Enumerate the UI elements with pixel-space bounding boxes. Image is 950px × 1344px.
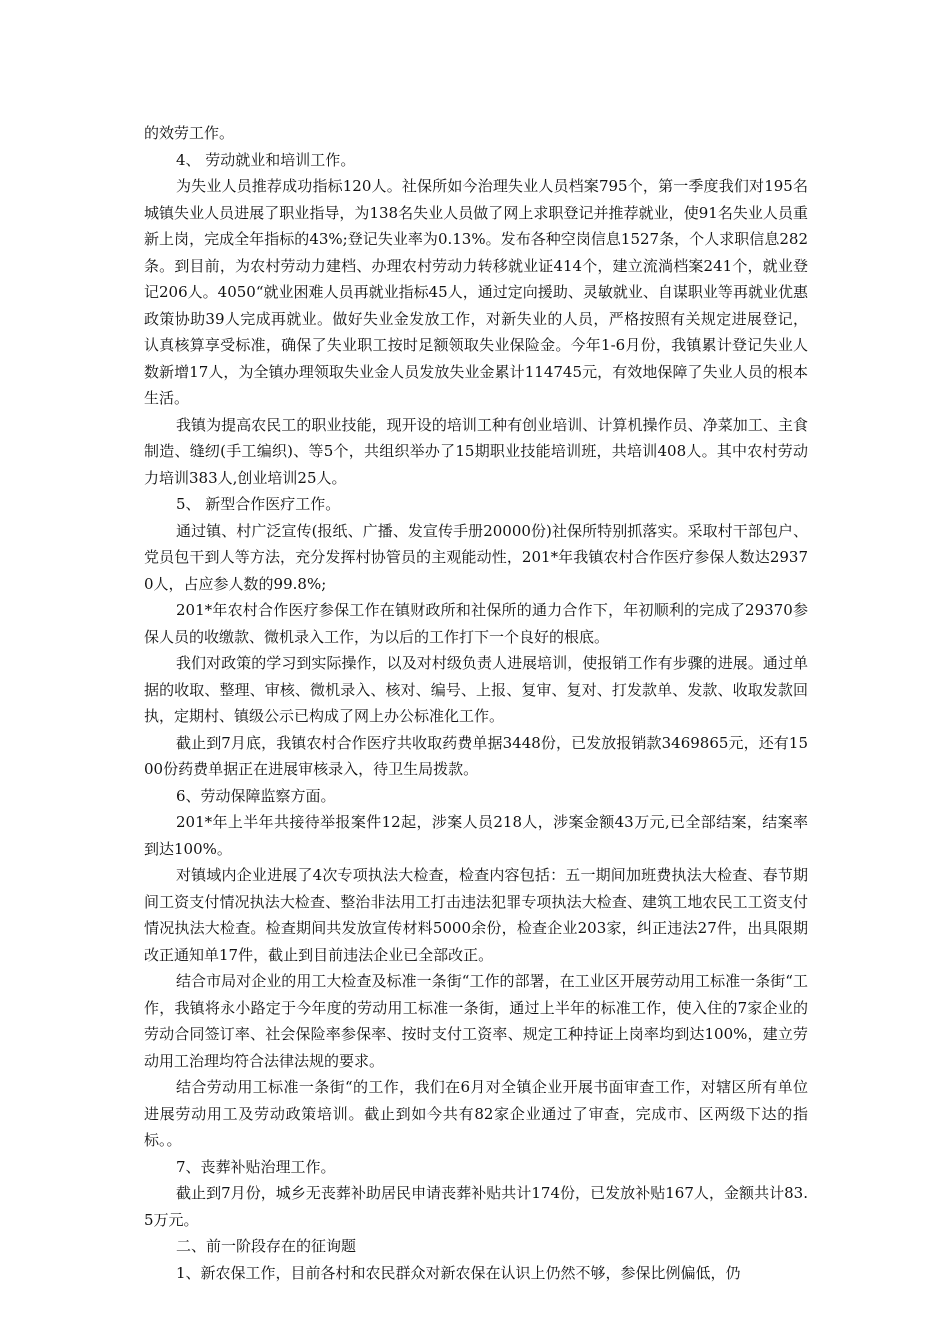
section-heading: 7、丧葬补贴治理工作。 — [176, 1157, 336, 1176]
paragraph: 我镇为提高农民工的职业技能，现开设的培训工种有创业培训、计算机操作员、净菜加工、主食制造、缝纫(手工编织)、等5个，共组织举办了15期职业技能培训班，共培训408人。其中农村劳动力培训383人,创业培训25人。 — [144, 415, 808, 487]
section-heading: 二、前一阶段存在的征询题 — [176, 1237, 357, 1255]
section-heading: 4、 劳动就业和培训工作。 — [176, 150, 356, 169]
paragraph: 通过镇、村广泛宣传(报纸、广播、发宣传手册20000份)社保所特别抓落实。采取村干部包户、党员包干到人等方法，充分发挥村协管员的主观能动性，201*年我镇农村合作医疗参保人数达29370人，占应参人数的99.8%; — [144, 521, 808, 593]
document-page — [144, 120, 808, 1286]
paragraph: 201*年上半年共接待举报案件12起，涉案人员218人，涉案金额43万元,已全部结案，结案率到达100%。 — [144, 813, 808, 858]
paragraph: 对镇域内企业进展了4次专项执法大检查，检查内容包括：五一期间加班费执法大检查、春节期间工资支付情况执法大检查、整治非法用工打击违法犯罪专项执法大检查、建筑工地农民工工资支付情况执法大检查。检查期间共发放宣传材料5000余份，检查企业203家，纠正违法27件，出具限期改正通知单17件，截止到目前违法企业已全部改正。 — [144, 866, 808, 964]
paragraph: 1、新农保工作，目前各村和农民群众对新农保在认识上仍然不够，参保比例偏低，仍 — [176, 1263, 741, 1282]
section-heading: 5、 新型合作医疗工作。 — [176, 495, 341, 513]
paragraph: 201*年农村合作医疗参保工作在镇财政所和社保所的通力合作下，年初顺利的完成了29370参保人员的收缴款、微机录入工作，为以后的工作打下一个良好的根底。 — [144, 601, 808, 646]
paragraph: 截止到7月底，我镇农村合作医疗共收取药费单据3448份，已发放报销款3469865元，还有1500份药费单据正在进展审核录入，待卫生局拨款。 — [144, 733, 808, 778]
paragraph: 结合市局对企业的用工大检查及标准一条街“工作的部署，在工业区开展劳动用工标准一条街“工作，我镇将永小路定于今年度的劳动用工标准一条街，通过上半年的标准工作，使入住的7家企业的劳动合同签订率、社会保险率参保率、按时支付工资率、规定工种持证上岗率均到达100%，建立劳动用工治理均符合法律法规的要求。 — [144, 972, 808, 1070]
paragraph: 为失业人员推荐成功指标120人。社保所如今治理失业人员档案795个，第一季度我们对195名城镇失业人员进展了职业指导，为138名失业人员做了网上求职登记并推荐就业，使91名失业人员重新上岗，完成全年指标的43%;登记失业率为0.13%。发布各种空岗信息1527条，个人求职信息282条。到目前，为农村劳动力建档、办理农村劳动力转移就业证414个，建立流淌档案241个，就业登记206人。4050“就业困难人员再就业指标45人，通过定向援助、灵敏就业、自谋职业等再就业优惠政策协助39人完成再就业。做好失业金发放工作，对新失业的人员，严格按照有关规定进展登记，认真核算享受标准，确保了失业职工按时足额领取失业保险金。今年1-6月份，我镇累计登记失业人数新增17人，为全镇办理领取失业金人员发放失业金累计114745元，有效地保障了失业人员的根本生活。 — [144, 177, 808, 407]
section-heading: 6、劳动保障监察方面。 — [176, 786, 336, 805]
paragraph: 我们对政策的学习到实际操作，以及对村级负责人进展培训，使报销工作有步骤的进展。通过单据的收取、整理、审核、微机录入、核对、编号、上报、复审、复对、打发款单、发款、收取发款回执，定期村、镇级公示已构成了网上办公标准化工作。 — [144, 654, 808, 725]
paragraph: 结合劳动用工标准一条街“的工作，我们在6月对全镇企业开展书面审查工作，对辖区所有单位进展劳动用工及劳动政策培训。截止到如今共有82家企业通过了审查，完成市、区两级下达的指标。。 — [144, 1078, 808, 1149]
paragraph: 截止到7月份，城乡无丧葬补助居民申请丧葬补贴共计174份，已发放补贴167人，金额共计83.5万元。 — [144, 1184, 808, 1229]
paragraph: 的效劳工作。 — [144, 124, 235, 142]
